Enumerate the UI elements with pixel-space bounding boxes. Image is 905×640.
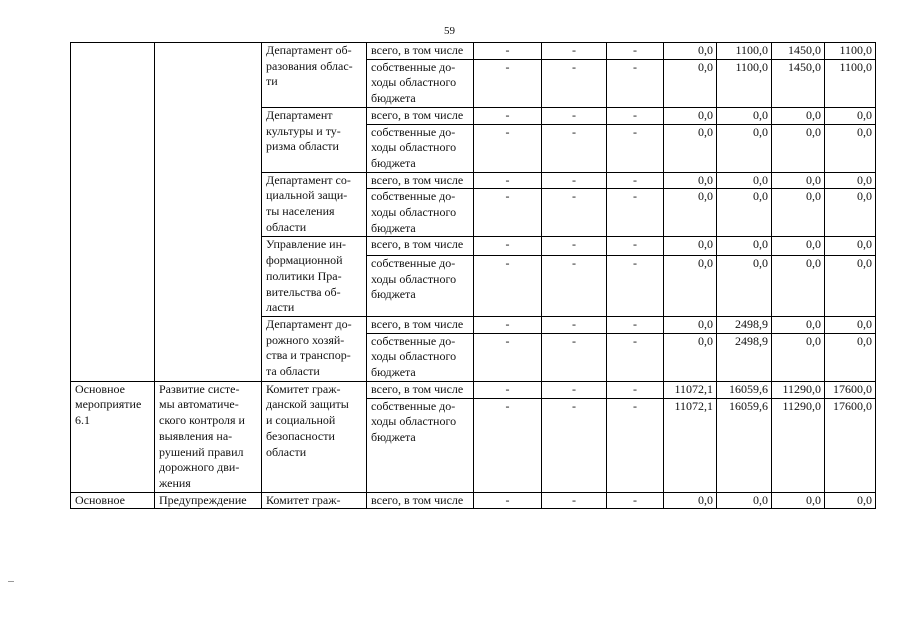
value-cell-text: 2498,9	[735, 333, 768, 348]
dash-cell	[542, 172, 607, 189]
dash-cell	[542, 59, 607, 107]
measure-name-cell-text: Развитие систе- мы автоматиче- ского контроля и выявления на- рушений правил дорожного дви- жения	[159, 381, 245, 490]
dash-cell-text: -	[633, 256, 637, 271]
dash-cell-text: -	[572, 59, 576, 74]
value-cell-text: 0,0	[698, 316, 713, 331]
value-cell-text: 0,0	[753, 172, 768, 187]
value-cell-text: 2498,9	[735, 316, 768, 331]
value-cell	[825, 189, 876, 237]
value-cell	[825, 398, 876, 492]
department-cell-text: Комитет граж- данской защиты и социальной безопасности области	[266, 381, 349, 459]
value-cell-text: 0,0	[857, 107, 872, 122]
dash-cell	[607, 189, 664, 237]
source-own-cell-text: собственные до- ходы областного бюджета	[371, 256, 457, 302]
value-cell	[717, 492, 772, 509]
source-total-cell-text: всего, в том числе	[371, 381, 464, 396]
dash-cell-text: -	[572, 124, 576, 139]
value-cell	[825, 124, 876, 172]
value-cell-text: 0,0	[698, 59, 713, 74]
measure-code-cell	[71, 43, 155, 382]
value-cell	[825, 256, 876, 317]
value-cell	[772, 381, 825, 398]
value-cell	[825, 333, 876, 381]
source-total-cell	[367, 107, 474, 124]
value-cell	[664, 172, 717, 189]
dash-cell-text: -	[505, 492, 510, 507]
value-cell-text: 0,0	[753, 189, 768, 204]
source-total-cell	[367, 43, 474, 60]
value-cell	[664, 189, 717, 237]
page-number: 59	[444, 25, 455, 37]
department-cell	[262, 237, 367, 317]
dash-cell	[542, 189, 607, 237]
dash-cell	[474, 381, 542, 398]
value-cell	[717, 43, 772, 60]
dash-cell-text: -	[505, 124, 510, 139]
dash-cell	[474, 316, 542, 333]
dash-cell	[474, 333, 542, 381]
value-cell	[664, 316, 717, 333]
value-cell-text: 0,0	[857, 492, 872, 507]
value-cell-text: 1100,0	[839, 59, 872, 74]
source-total-cell	[367, 381, 474, 398]
value-cell	[664, 43, 717, 60]
dash-cell-text: -	[505, 237, 510, 252]
dash-cell-text: -	[572, 172, 576, 187]
value-cell-text: 0,0	[698, 333, 713, 348]
source-total-cell	[367, 237, 474, 256]
dash-cell	[607, 124, 664, 172]
value-cell	[717, 59, 772, 107]
dash-cell	[474, 43, 542, 60]
dash-cell-text: -	[505, 107, 510, 122]
dash-cell-text: -	[572, 492, 576, 507]
value-cell-text: 0,0	[806, 316, 821, 331]
dash-cell-text: -	[633, 107, 637, 122]
value-cell	[717, 189, 772, 237]
source-own-cell-text: собственные до- ходы областного бюджета	[371, 124, 457, 170]
source-total-cell-text: всего, в том числе	[371, 492, 464, 507]
value-cell	[717, 256, 772, 317]
dash-cell	[607, 107, 664, 124]
value-cell	[825, 59, 876, 107]
source-own-cell	[367, 256, 474, 317]
value-cell	[717, 107, 772, 124]
value-cell-text: 0,0	[698, 237, 713, 252]
value-cell-text: 17600,0	[833, 398, 872, 413]
value-cell	[772, 107, 825, 124]
value-cell	[664, 381, 717, 398]
measure-name-cell	[155, 43, 262, 382]
value-cell	[664, 398, 717, 492]
source-total-cell-text: всего, в том числе	[371, 316, 464, 331]
value-cell-text: 17600,0	[833, 381, 872, 396]
value-cell-text: 1100,0	[735, 59, 768, 74]
dash-cell	[542, 381, 607, 398]
value-cell	[825, 492, 876, 509]
value-cell	[772, 237, 825, 256]
value-cell-text: 1450,0	[788, 59, 821, 74]
source-total-cell-text: всего, в том числе	[371, 172, 464, 187]
dash-cell	[474, 124, 542, 172]
dash-cell-text: -	[505, 333, 510, 348]
dash-cell-text: -	[633, 316, 637, 331]
table-row	[71, 492, 876, 509]
dash-cell-text: -	[572, 43, 576, 57]
dash-cell	[474, 107, 542, 124]
dash-cell	[542, 43, 607, 60]
department-cell	[262, 316, 367, 381]
dash-cell	[542, 237, 607, 256]
value-cell	[772, 492, 825, 509]
value-cell	[772, 189, 825, 237]
value-cell	[664, 107, 717, 124]
value-cell-text: 0,0	[857, 124, 872, 139]
value-cell	[825, 107, 876, 124]
department-cell-text: Департамент со- циальной защи- ты населения области	[266, 172, 351, 234]
dash-cell-text: -	[505, 256, 510, 271]
source-total-cell-text: всего, в том числе	[371, 237, 464, 252]
value-cell-text: 0,0	[806, 189, 821, 204]
source-own-cell	[367, 333, 474, 381]
department-cell	[262, 107, 367, 172]
value-cell-text: 0,0	[698, 43, 713, 57]
source-total-cell	[367, 316, 474, 333]
value-cell-text: 0,0	[698, 172, 713, 187]
value-cell-text: 16059,6	[729, 381, 768, 396]
dash-cell	[542, 316, 607, 333]
value-cell	[717, 333, 772, 381]
value-cell	[772, 172, 825, 189]
value-cell-text: 1100,0	[839, 43, 872, 57]
dash-cell	[474, 237, 542, 256]
dash-cell	[474, 189, 542, 237]
value-cell	[772, 333, 825, 381]
value-cell-text: 0,0	[753, 256, 768, 271]
dash-cell-text: -	[633, 59, 637, 74]
measure-code-cell	[71, 381, 155, 492]
value-cell	[664, 256, 717, 317]
value-cell-text: 0,0	[857, 189, 872, 204]
dash-cell-text: -	[633, 381, 637, 396]
value-cell-text: 0,0	[806, 172, 821, 187]
value-cell-text: 0,0	[857, 237, 872, 252]
value-cell	[717, 398, 772, 492]
value-cell-text: 11290,0	[782, 398, 821, 413]
dash-cell	[607, 59, 664, 107]
dash-cell	[542, 492, 607, 509]
dash-cell-text: -	[633, 172, 637, 187]
dash-cell	[607, 398, 664, 492]
value-cell	[825, 381, 876, 398]
value-cell-text: 0,0	[753, 237, 768, 252]
value-cell	[717, 316, 772, 333]
value-cell	[825, 316, 876, 333]
measure-name-cell	[155, 492, 262, 509]
value-cell	[772, 256, 825, 317]
dash-cell-text: -	[505, 316, 510, 331]
dash-cell	[474, 492, 542, 509]
source-own-cell-text: собственные до- ходы областного бюджета	[371, 59, 457, 106]
value-cell-text: 11072,1	[674, 381, 713, 396]
dash-cell-text: -	[572, 398, 576, 413]
value-cell-text: 1100,0	[735, 43, 768, 57]
department-cell-text: Департамент об- разования облас- ти	[266, 43, 353, 89]
value-cell	[772, 124, 825, 172]
dash-cell	[607, 381, 664, 398]
value-cell	[664, 59, 717, 107]
dash-cell	[542, 398, 607, 492]
source-own-cell	[367, 398, 474, 492]
dash-cell	[542, 256, 607, 317]
dash-cell-text: -	[505, 398, 510, 413]
value-cell-text: 1450,0	[788, 43, 821, 57]
dash-cell-text: -	[572, 333, 576, 348]
source-own-cell	[367, 189, 474, 237]
value-cell-text: 0,0	[753, 492, 768, 507]
measure-code-cell-text: Основное мероприятие 6.1	[75, 381, 142, 428]
value-cell	[772, 398, 825, 492]
value-cell-text: 11290,0	[782, 381, 821, 396]
department-cell	[262, 381, 367, 492]
source-own-cell	[367, 59, 474, 107]
value-cell-text: 0,0	[753, 107, 768, 122]
value-cell-text: 0,0	[698, 256, 713, 271]
dash-cell	[474, 59, 542, 107]
source-total-cell	[367, 492, 474, 509]
budget-table-body	[71, 43, 876, 509]
department-cell-text: Департамент культуры и ту- ризма области	[266, 107, 341, 154]
dash-cell-text: -	[572, 256, 576, 271]
value-cell-text: 0,0	[857, 316, 872, 331]
value-cell	[772, 316, 825, 333]
value-cell-text: 0,0	[806, 333, 821, 348]
source-own-cell	[367, 124, 474, 172]
value-cell-text: 0,0	[698, 492, 713, 507]
value-cell-text: 0,0	[806, 237, 821, 252]
dash-cell-text: -	[505, 59, 510, 74]
dash-cell	[474, 256, 542, 317]
value-cell	[825, 43, 876, 60]
value-cell	[664, 492, 717, 509]
dash-cell	[607, 256, 664, 317]
dash-cell-text: -	[633, 398, 637, 413]
dash-cell	[474, 172, 542, 189]
value-cell-text: 0,0	[857, 333, 872, 348]
dash-cell-text: -	[505, 43, 510, 57]
source-total-cell	[367, 172, 474, 189]
value-cell	[717, 381, 772, 398]
source-total-cell-text: всего, в том числе	[371, 43, 464, 57]
measure-code-cell-text: Основное	[75, 492, 125, 507]
value-cell-text: 0,0	[698, 189, 713, 204]
dash-cell-text: -	[505, 172, 510, 187]
dash-cell-text: -	[572, 237, 576, 252]
dash-cell	[542, 107, 607, 124]
value-cell-text: 16059,6	[729, 398, 768, 413]
dash-cell	[607, 333, 664, 381]
budget-table	[70, 42, 876, 509]
dash-cell-text: -	[572, 316, 576, 331]
dash-cell-text: -	[633, 124, 637, 139]
dash-cell-text: -	[572, 381, 576, 396]
department-cell	[262, 172, 367, 237]
value-cell-text: 0,0	[698, 124, 713, 139]
margin-mark	[8, 581, 14, 582]
value-cell	[717, 237, 772, 256]
value-cell-text: 0,0	[753, 124, 768, 139]
department-cell-text: Комитет граж-	[266, 492, 341, 507]
dash-cell-text: -	[633, 189, 637, 204]
dash-cell-text: -	[572, 189, 576, 204]
value-cell-text: 0,0	[806, 107, 821, 122]
value-cell	[825, 172, 876, 189]
dash-cell	[474, 398, 542, 492]
value-cell-text: 11072,1	[674, 398, 713, 413]
department-cell-text: Управление ин- формационной политики Пра- вительства об- ласти	[266, 237, 347, 315]
value-cell	[772, 59, 825, 107]
department-cell-text: Департамент до- рожного хозяй- ства и транспор- та области	[266, 316, 352, 379]
dash-cell-text: -	[572, 107, 576, 122]
measure-name-cell	[155, 381, 262, 492]
value-cell	[664, 237, 717, 256]
value-cell	[717, 172, 772, 189]
table-row	[71, 43, 876, 60]
value-cell-text: 0,0	[857, 256, 872, 271]
dash-cell	[542, 333, 607, 381]
table-row	[71, 381, 876, 398]
source-own-cell-text: собственные до- ходы областного бюджета	[371, 398, 457, 444]
dash-cell	[607, 43, 664, 60]
department-cell	[262, 43, 367, 108]
dash-cell	[542, 124, 607, 172]
value-cell-text: 0,0	[806, 124, 821, 139]
value-cell	[664, 333, 717, 381]
dash-cell-text: -	[505, 189, 510, 204]
dash-cell	[607, 172, 664, 189]
dash-cell-text: -	[633, 43, 637, 57]
value-cell-text: 0,0	[806, 256, 821, 271]
value-cell-text: 0,0	[806, 492, 821, 507]
dash-cell-text: -	[633, 333, 637, 348]
dash-cell-text: -	[505, 381, 510, 396]
value-cell	[772, 43, 825, 60]
value-cell	[664, 124, 717, 172]
value-cell	[717, 124, 772, 172]
department-cell	[262, 492, 367, 509]
source-own-cell-text: собственные до- ходы областного бюджета	[371, 333, 457, 380]
value-cell-text: 0,0	[698, 107, 713, 122]
value-cell	[825, 237, 876, 256]
dash-cell-text: -	[633, 492, 637, 507]
dash-cell	[607, 237, 664, 256]
measure-code-cell	[71, 492, 155, 509]
dash-cell-text: -	[633, 237, 637, 252]
source-own-cell-text: собственные до- ходы областного бюджета	[371, 189, 457, 235]
measure-name-cell-text: Предупреждение	[159, 492, 247, 507]
dash-cell	[607, 492, 664, 509]
dash-cell	[607, 316, 664, 333]
value-cell-text: 0,0	[857, 172, 872, 187]
source-total-cell-text: всего, в том числе	[371, 107, 464, 122]
